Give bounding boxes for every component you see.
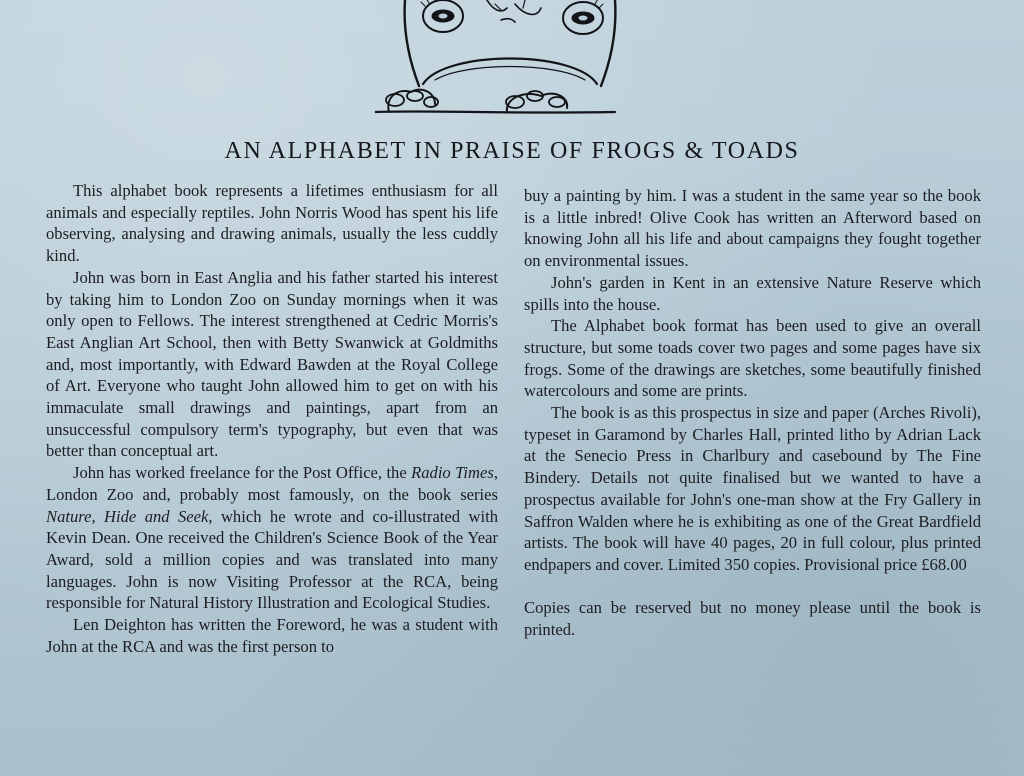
paragraph-foreword: Len Deighton has written the Foreword, he was a student with John at the RCA and was the first person to [46,615,498,656]
book-series-title: Nature, Hide and Seek, [46,506,213,526]
left-column [46,180,498,657]
right-column [524,185,981,641]
frog-illustration [375,0,645,122]
frog-left-hand [386,90,438,112]
paragraph-garden: John's garden in Kent in an extensive Nature Reserve which spills into the house. [524,272,981,314]
paragraph-afterword: buy a painting by him. I was a student in the same year so the book is a little inbred! Olive Cook has written an Afterword based on knowing John all his life and about campaigns they fought together on environmental issues. [524,186,981,271]
radio-times-title: Radio Times [411,463,494,483]
paragraph-reservation: Copies can be reserved but no money please until the book is printed. [524,598,981,640]
frog-left-eye [421,0,463,32]
paragraph-intro: This alphabet book represents a lifetimes enthusiasm for all animals and especially reptiles. John Norris Wood has spent his life observing, analysing and drawing animals, usually the less cuddly kind. [46,181,498,266]
paragraph-career: John has worked freelance for the Post Office, the Radio Times, London Zoo and, probably most famously, on the book series Nature, Hide and Seek, which he wrote and co-illustrated with Kevin Dean. One received the Children's Science Book of the Year Award, sold a million copies and was translated into many languages. John is now Visiting Professor at the RCA, being responsible for Natural History Illustration and Ecological Studies. [46,463,498,613]
frog-right-hand [506,91,567,112]
paragraph-format: The Alphabet book format has been used to give an overall structure, but some toads cover two pages and some pages have six frogs. Some of the drawings are sketches, some beautifully finished watercolours and some are prints. [524,316,981,401]
paragraph-early-life: John was born in East Anglia and his father started his interest by taking him to London Zoo on Sunday mornings when it was only open to Fellows. The interest strengthened at Cedric Morris's East Anglian Art School, then with Betty Swanwick at Goldmiths and, most importantly, with Edward Bawden at the Royal College of Art. Everyone who taught John allowed him to get on with his immaculate small drawings and paintings, apart from an unsuccessful compulsory term's typography, but even that was better than conceptual art. [46,267,498,461]
page-title: AN ALPHABET IN PRAISE OF FROGS & TOADS [224,138,800,164]
frog-right-eye [563,0,603,34]
paragraph-production: The book is as this prospectus in size and paper (Arches Rivoli), typeset in Garamond by Charles Hall, printed litho by Adrian Lack at the Senecio Press in Charlbury and casebound by The Fine Bindery. Details not quite finalised but we wanted to have a prospectus available for John's one-man show at the Fry Gallery in Saffron Walden where he is exhibiting as one of the Great Bardfield artists. The book will have 40 pages, 20 in full colour, plus printed endpapers and cover. Limited 350 copies. Provisional price £68.00 [524,403,981,574]
